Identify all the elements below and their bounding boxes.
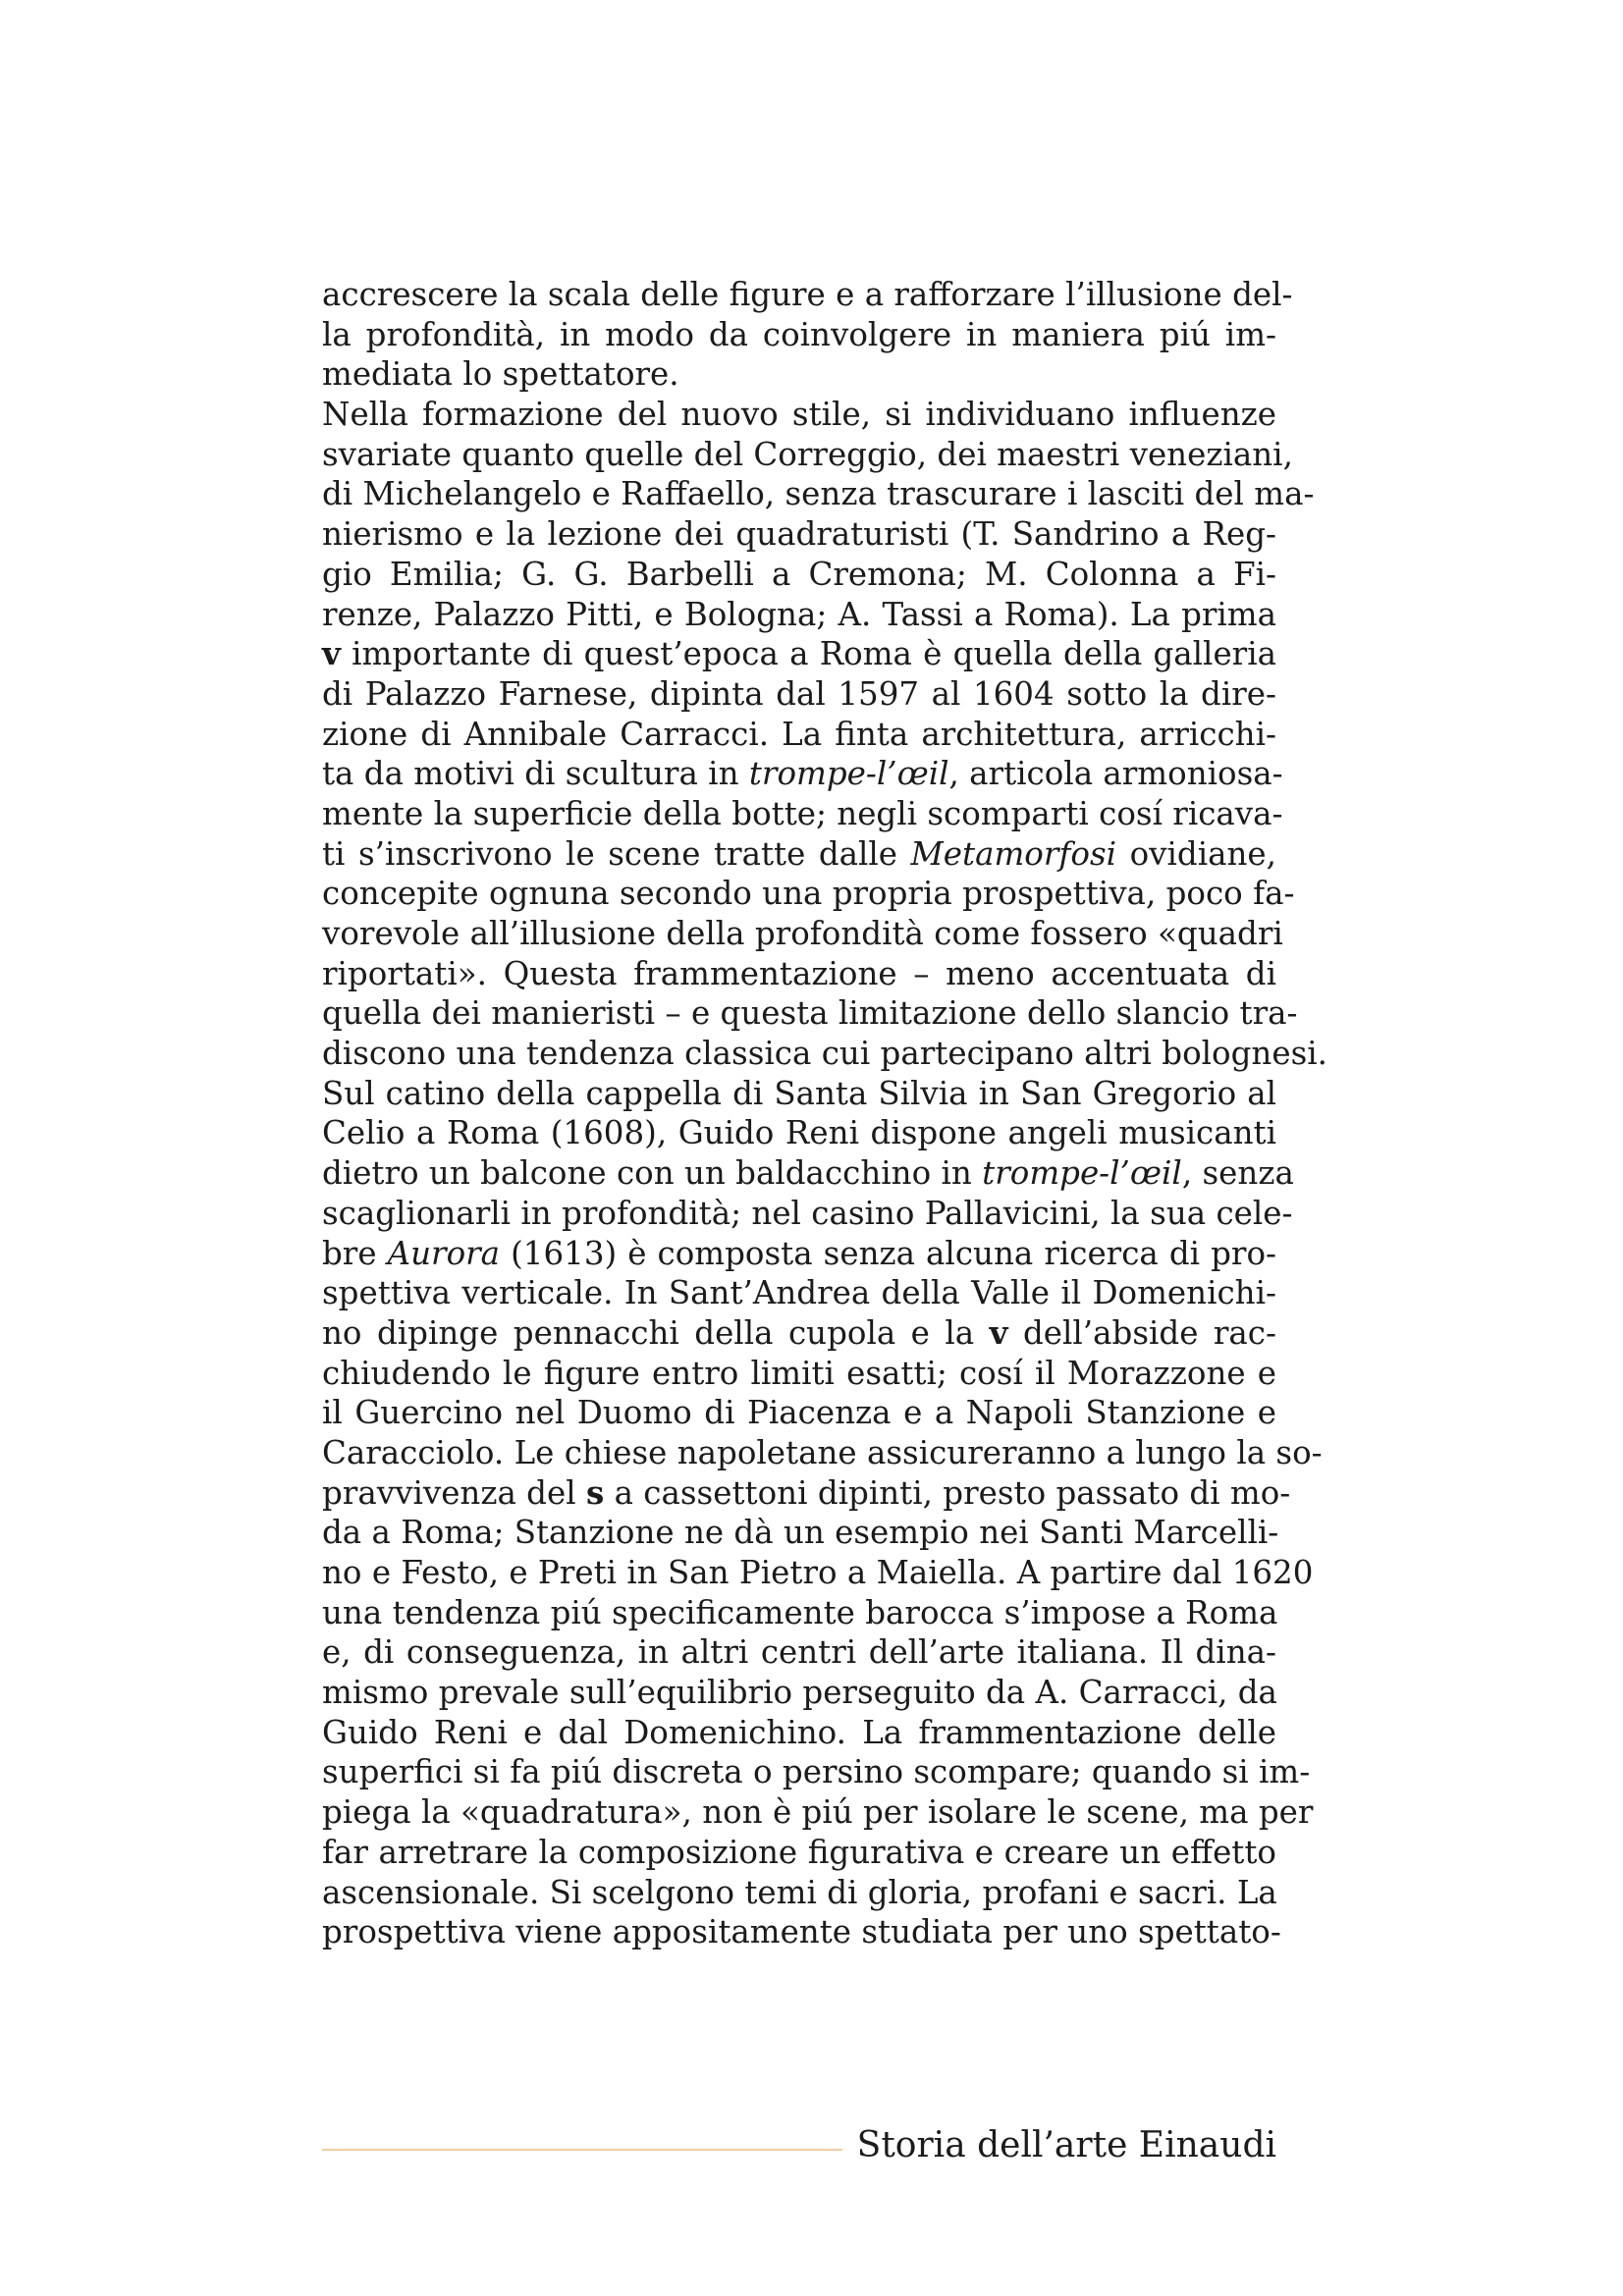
text-segment: discono una tendenza classica cui partecipano altri bolognesi.: [322, 1035, 1327, 1073]
text-line: [322, 1873, 1276, 1913]
bold-abbreviation: s: [585, 1472, 605, 1512]
text-line: [322, 1673, 1276, 1713]
text-line: [322, 1792, 1314, 1833]
text-line: [322, 874, 1295, 914]
text-segment: superfici si fa piú discreta o persino scompare; quando si im-: [322, 1753, 1311, 1791]
text-line: [322, 834, 1276, 875]
text-line: [322, 474, 1315, 514]
text-segment: il Guercino nel Duomo di Piacenza e a Napoli Stanzione e: [322, 1394, 1276, 1432]
text-line: [322, 595, 1276, 635]
text-segment: ti s’inscrivono le scene tratte dalle: [322, 834, 911, 873]
text-segment: bre: [322, 1234, 388, 1272]
text-line: [322, 395, 1276, 435]
italic-text: Aurora: [387, 1234, 501, 1272]
text-line: [322, 914, 1283, 954]
italic-text: trompe-l’œil: [982, 1154, 1182, 1193]
text-segment: Caracciolo. Le chiese napoletane assicureranno a lungo la so-: [322, 1433, 1323, 1471]
text-segment: nierismo e la lezione dei quadraturisti (T. Sandrino a Reg-: [322, 515, 1276, 554]
text-segment: renze, Palazzo Pitti, e Bologna; A. Tassi a Roma). La prima: [322, 595, 1276, 633]
italic-text: trompe-l’œil: [748, 755, 949, 793]
text-segment: svariate quanto quelle del Correggio, dei maestri veneziani,: [322, 435, 1293, 473]
text-segment: da a Roma; Stanzione ne dà un esempio nei Santi Marcelli-: [322, 1514, 1279, 1552]
text-segment: Sul catino della cappella di Santa Silvia in San Gregorio al: [322, 1074, 1276, 1112]
text-segment: mismo prevale sull’equilibrio perseguito da A. Carracci, da: [322, 1674, 1277, 1712]
text-line: [322, 315, 1276, 355]
text-line: [322, 1912, 1281, 1952]
text-segment: accrescere la scala delle figure e a rafforzare l’illusione del-: [322, 276, 1293, 313]
text-line: [322, 555, 1276, 595]
text-line: [322, 1713, 1276, 1753]
text-line: [322, 1632, 1276, 1673]
text-line: [322, 435, 1293, 475]
text-segment: (1613) è composta senza alcuna ricerca di pro-: [500, 1234, 1276, 1272]
italic-text: Metamorfosi: [910, 834, 1117, 873]
text-segment: prospettiva viene appositamente studiata per uno spettato-: [322, 1913, 1281, 1951]
text-line: [322, 1393, 1276, 1433]
text-segment: mediata lo spettatore.: [322, 355, 679, 394]
text-segment: concepite ognuna secondo una propria prospettiva, poco fa-: [322, 875, 1295, 913]
text-line: [322, 634, 1276, 674]
footer-rule: [322, 2149, 842, 2151]
text-segment: Nella formazione del nuovo stile, si individuano influenze: [322, 396, 1276, 434]
text-segment: la profondità, in modo da coinvolgere in maniera piú im-: [322, 315, 1276, 353]
text-line: [322, 954, 1276, 994]
text-segment: importante di quest’epoca a Roma è quella della galleria: [340, 635, 1276, 673]
text-segment: vorevole all’illusione della profondità come fossero «quadri: [322, 915, 1283, 952]
text-segment: mente la superficie della botte; negli scomparti cosí ricava-: [322, 794, 1283, 832]
text-line: [322, 715, 1276, 755]
text-line: [322, 1074, 1276, 1114]
text-segment: a cassettoni dipinti, presto passato di mo-: [604, 1473, 1291, 1512]
text-line: [322, 1513, 1279, 1553]
text-line: [322, 1313, 1276, 1354]
text-line: [322, 674, 1276, 715]
text-line: [322, 514, 1276, 555]
text-segment: , articola armoniosa-: [948, 755, 1283, 793]
text-segment: ovidiane,: [1116, 834, 1276, 873]
text-segment: dell’abside rac-: [1007, 1313, 1276, 1352]
text-line: [322, 993, 1298, 1034]
text-line: [322, 1593, 1276, 1633]
footer-title: Storia dell’arte Einaudi: [856, 2125, 1276, 2165]
bold-abbreviation: v: [322, 634, 341, 673]
text-segment: Guido Reni e dal Domenichino. La frammentazione delle: [322, 1713, 1276, 1751]
text-line: [322, 1194, 1293, 1234]
body-text: [322, 275, 1327, 1952]
text-segment: chiudendo le figure entro limiti esatti; cosí il Morazzone e: [322, 1354, 1276, 1392]
text-line: [322, 1273, 1276, 1313]
text-segment: e, di conseguenza, in altri centri dell’arte italiana. Il dina-: [322, 1633, 1276, 1672]
text-segment: far arretrare la composizione figurativa e creare un effetto: [322, 1833, 1276, 1871]
text-segment: ta da motivi di scultura in: [322, 755, 749, 793]
text-segment: riportati». Questa frammentazione – meno accentuata di: [322, 954, 1276, 992]
text-segment: no dipinge pennacchi della cupola e la: [322, 1313, 990, 1352]
text-segment: Celio a Roma (1608), Guido Reni dispone angeli musicanti: [322, 1114, 1276, 1152]
text-segment: dietro un balcone con un baldacchino in: [322, 1154, 983, 1193]
text-line: [322, 1553, 1314, 1593]
text-line: [322, 354, 1276, 395]
text-line: [322, 1472, 1291, 1514]
text-segment: di Palazzo Farnese, dipinta dal 1597 al 1604 sotto la dire-: [322, 674, 1276, 713]
text-segment: no e Festo, e Preti in San Pietro a Maiella. A partire dal 1620: [322, 1554, 1314, 1591]
text-segment: piega la «quadratura», non è piú per isolare le scene, ma per: [322, 1793, 1314, 1832]
text-segment: scaglionarli in profondità; nel casino Pallavicini, la sua cele-: [322, 1194, 1293, 1232]
text-line: [322, 1153, 1294, 1194]
text-line: [322, 794, 1283, 834]
text-line: [322, 1752, 1311, 1792]
text-line: [322, 275, 1293, 315]
text-segment: di Michelangelo e Raffaello, senza trascurare i lasciti del ma-: [322, 475, 1315, 513]
text-segment: zione di Annibale Carracci. La finta architettura, arricchi-: [322, 715, 1276, 753]
text-segment: ascensionale. Si scelgono temi di gloria, profani e sacri. La: [322, 1873, 1277, 1911]
text-line: [322, 1113, 1276, 1153]
text-line: [322, 1354, 1276, 1394]
text-line: [322, 1433, 1323, 1473]
text-line: [322, 1034, 1327, 1074]
text-line: [322, 1234, 1276, 1274]
bold-abbreviation: v: [989, 1312, 1008, 1352]
text-segment: spettiva verticale. In Sant’Andrea della Valle il Domenichi-: [322, 1274, 1276, 1312]
text-segment: quella dei manieristi – e questa limitazione dello slancio tra-: [322, 994, 1298, 1033]
text-segment: pravvivenza del: [322, 1473, 586, 1512]
text-line: [322, 1833, 1276, 1873]
text-segment: gio Emilia; G. G. Barbelli a Cremona; M. Colonna a Fi-: [322, 555, 1276, 593]
text-segment: , senza: [1181, 1154, 1294, 1193]
text-segment: una tendenza piú specificamente barocca s’impose a Roma: [322, 1593, 1278, 1631]
text-line: [322, 754, 1283, 794]
